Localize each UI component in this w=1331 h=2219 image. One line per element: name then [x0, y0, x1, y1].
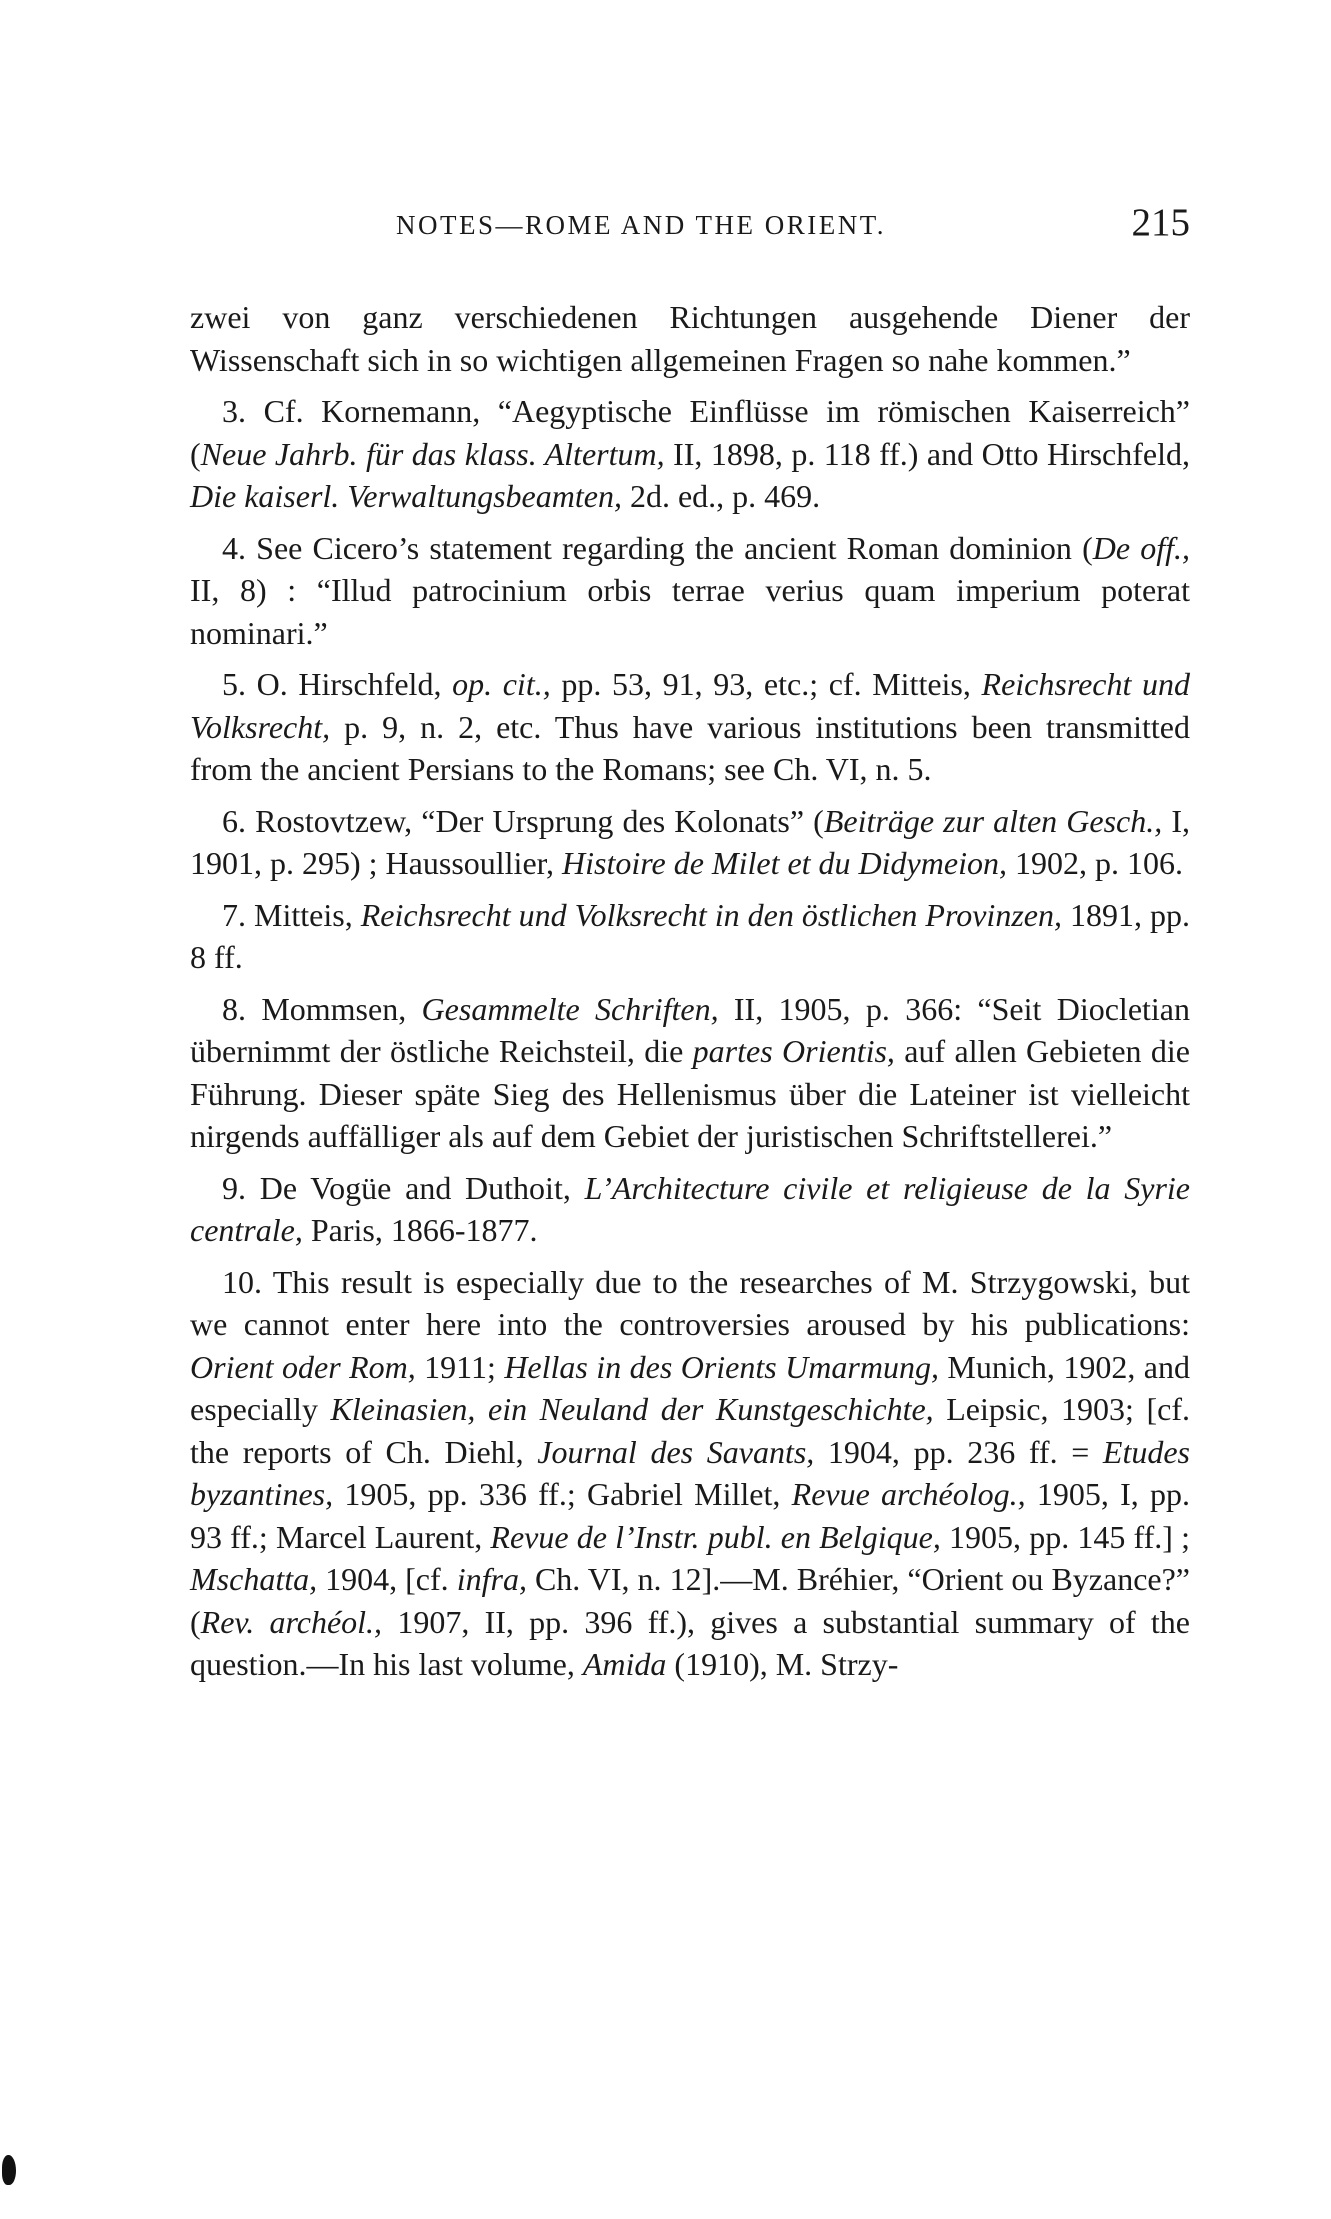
note-text: 1891, pp. 8 ff.	[190, 896, 1191, 975]
note-text: II, 1898, p. 118 ff.) and Otto Hirschfeld,	[664, 435, 1191, 472]
note-text: 2d. ed., p. 469.	[621, 478, 821, 514]
note-6	[190, 800, 1190, 885]
page-header	[190, 200, 1190, 248]
note-8	[190, 988, 1190, 1158]
note-title: Gesammelte Schriften,	[421, 990, 719, 1027]
note-text: 7. Mitteis,	[222, 896, 361, 933]
note-title: Revue archéolog.,	[791, 1476, 1026, 1512]
note-9	[190, 1167, 1190, 1252]
note-4	[190, 527, 1190, 655]
note-text: 1905, I, pp. 93 ff.; Marcel Laurent,	[190, 1476, 1191, 1555]
note-text: 5. O. Hirschfeld,	[222, 666, 453, 702]
note-title: Kleinasien, ein Neuland der Kunstgeschichte,	[330, 1391, 934, 1427]
scan-blot-mark	[2, 2155, 16, 2185]
note-title: Revue de l’Instr. publ. en Belgique,	[490, 1518, 941, 1555]
note-title: Journal des Savants,	[537, 1433, 815, 1470]
note-title: Orient oder Rom,	[190, 1348, 416, 1385]
note-text: 1911;	[415, 1348, 505, 1385]
note-text: 10. This result is especially due to the researches of M. Strzygowski, but we cannot enter here into the controversies aroused by his publications:	[190, 1263, 1190, 1342]
note-title: Mschatta,	[190, 1561, 318, 1597]
notes-body	[190, 296, 1190, 1686]
note-text: 9. De Vogüe and Duthoit,	[222, 1169, 585, 1206]
note-10	[190, 1261, 1190, 1686]
note-title: Amida	[582, 1646, 667, 1682]
note-title: op. cit.,	[452, 666, 551, 702]
note-title: Beiträge zur alten Gesch.,	[823, 802, 1163, 839]
note-5	[190, 663, 1190, 791]
note-text: 4. See Cicero’s statement regarding the ancient Roman dominion (	[222, 529, 1093, 566]
note-text: 3. Cf. Kornemann, “Aegyptische Einflüsse im römischen Kaiserreich” (	[190, 393, 1190, 472]
note-text: 1902, p. 106.	[1006, 845, 1183, 881]
note-title: L’Architecture civile et religieuse de la Syrie centrale,	[190, 1169, 1191, 1248]
note-text: Leipsic, 1903; [cf. the reports of Ch. Diehl,	[190, 1391, 1191, 1470]
note-7	[190, 894, 1190, 979]
note-title: infra,	[456, 1561, 527, 1597]
note-title: Etudes byzantines,	[190, 1433, 1190, 1512]
note-text: II, 8) : “Illud patrocinium orbis terrae verius quam imperium poterat nominari.”	[190, 572, 1190, 651]
note-text: Munich, 1902, and especially	[190, 1348, 1190, 1427]
note-title: De off.,	[1092, 529, 1191, 566]
note-3	[190, 390, 1190, 518]
note-continuation: zwei von ganz verschiedenen Richtungen ausgehende Diener der Wissenschaft sich in so wichtigen allgemeinen Fragen so nahe kommen.”	[190, 299, 1190, 378]
running-head: NOTES—ROME AND THE ORIENT.	[396, 210, 886, 240]
note-title: Rev. archéol.,	[200, 1603, 383, 1640]
note-text: pp. 53, 91, 93, etc.; cf. Mitteis,	[550, 666, 982, 702]
note-title: Reichsrecht und Volksrecht,	[190, 666, 1191, 745]
note-text: (1910), M. Strzy-	[666, 1646, 899, 1682]
note-text: p. 9, n. 2, etc. Thus have various institutions been transmitted from the ancient Persians to the Romans; see Ch. VI, n. 5.	[190, 708, 1190, 787]
note-text: auf allen Gebieten die Führung. Dieser späte Sieg des Hellenismus über die Lateiner ist vielleicht nirgends auffälliger als auf dem Gebiet der juristischen Schriftstellerei.”	[190, 1033, 1190, 1154]
note-text: 8. Mommsen,	[222, 990, 422, 1027]
note-title: partes Orientis,	[692, 1033, 895, 1069]
note-title: Neue Jahrb. für das klass. Altertum,	[200, 435, 665, 472]
note-text: 1905, pp. 145 ff.] ;	[940, 1518, 1191, 1555]
note-text: Paris, 1866-1877.	[302, 1212, 538, 1248]
note-text: 1904, pp. 236 ff. =	[814, 1433, 1103, 1470]
note-title: Histoire de Milet et du Didymeion,	[562, 845, 1007, 881]
note-title: Hellas in des Orients Umarmung,	[504, 1348, 939, 1385]
note-text: 6. Rostovtzew, “Der Ursprung des Kolonats” (	[222, 802, 824, 839]
note-text: Ch. VI, n. 12].—M. Bréhier, “Orient ou Byzance?” (	[190, 1561, 1191, 1640]
note-text: 1904, [cf.	[317, 1561, 457, 1597]
page-number: 215	[1131, 201, 1190, 244]
note-text: II, 1905, p. 366: “Seit Diocletian übernimmt der östliche Reichsteil, die	[190, 990, 1191, 1069]
note-text: I, 1901, p. 295) ; Haussoullier,	[190, 802, 1191, 881]
note-title: Die kaiserl. Verwaltungsbeamten,	[190, 478, 622, 514]
note-text: 1905, pp. 336 ff.; Gabriel Millet,	[333, 1476, 792, 1512]
note-text: 1907, II, pp. 396 ff.), gives a substantial summary of the question.—In his last volume,	[190, 1603, 1191, 1682]
note-title: Reichsrecht und Volksrecht in den östlichen Provinzen,	[360, 896, 1062, 933]
